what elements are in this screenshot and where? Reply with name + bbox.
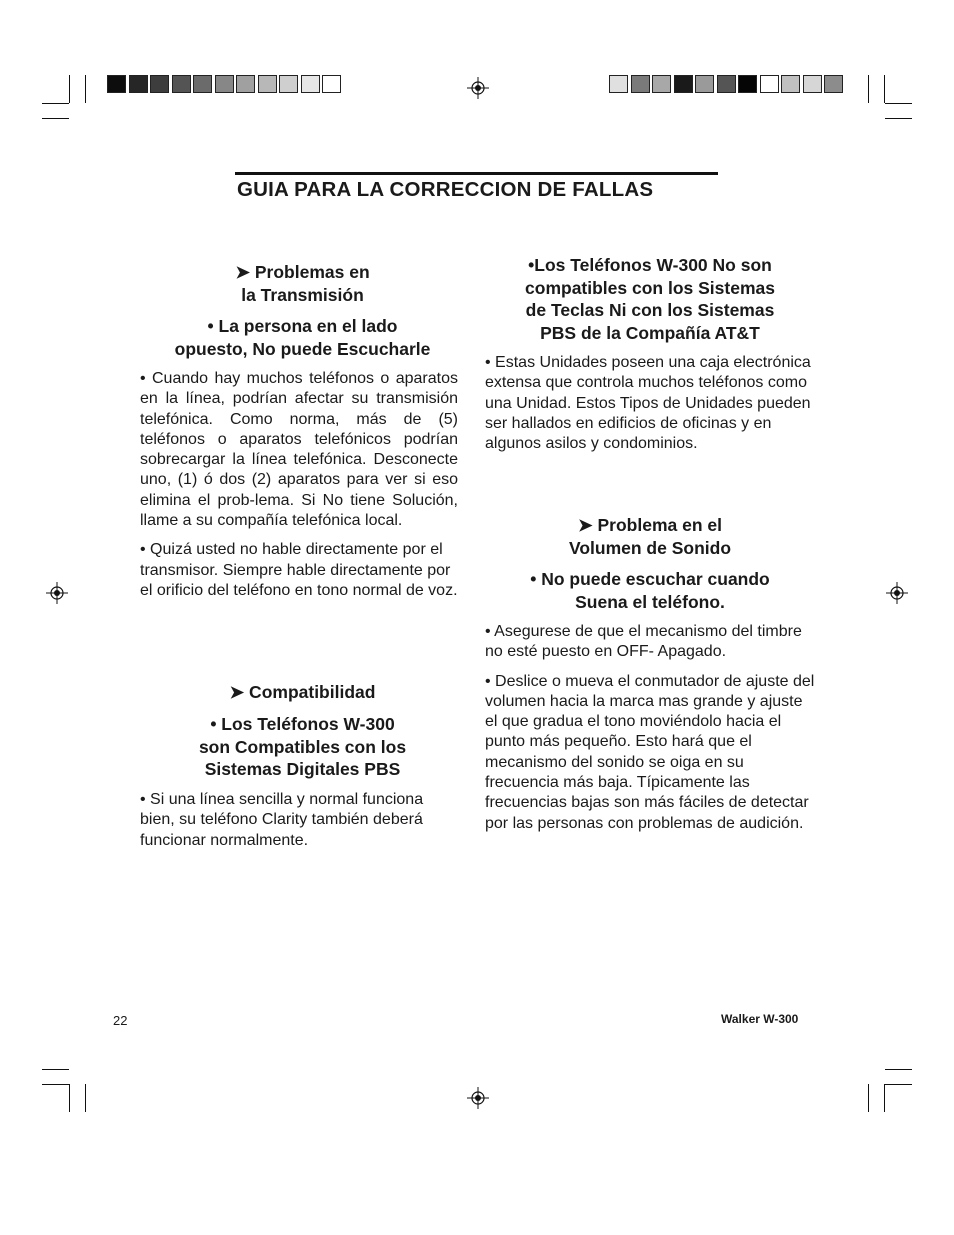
crop-mark bbox=[885, 103, 912, 104]
crop-mark bbox=[885, 1084, 912, 1085]
crop-mark bbox=[884, 75, 885, 103]
color-swatch bbox=[824, 75, 843, 93]
paragraph: • Deslice o mueva el conmutador de ajuste del volumen hacia la marca mas grande y ajuste el que gradua el tono moviéndolo hacia el punto más pequeño. Esto hará que el mecanismo del sonido se oiga en su frecuencia más baja. Típicamente las frecuencias bajas son más fáciles de detectar por las personas con problemas de audición. bbox=[485, 672, 815, 832]
subsection-heading bbox=[484, 568, 816, 613]
crop-mark bbox=[868, 75, 869, 103]
paragraph: • Asegurese de que el mecanismo del timbre no esté puesto en OFF- Apagado. bbox=[485, 623, 802, 661]
section-heading bbox=[140, 681, 465, 704]
color-swatch bbox=[609, 75, 628, 93]
color-swatch bbox=[631, 75, 650, 93]
crop-mark bbox=[69, 75, 70, 103]
section-heading-line: ➤ Problema en el bbox=[577, 515, 723, 535]
section-heading-line: PBS de la Compañía AT&T bbox=[540, 322, 760, 343]
color-swatch bbox=[258, 75, 277, 93]
section-heading-line: •Los Teléfonos W-300 No son bbox=[528, 255, 772, 275]
section-heading bbox=[484, 254, 816, 344]
title-rule bbox=[235, 172, 718, 175]
product-name: Walker W-300 bbox=[721, 1012, 799, 1026]
color-swatch bbox=[129, 75, 148, 93]
paragraph: • Si una línea sencilla y normal funciona bien, su teléfono Clarity también deberá funcionar normalmente. bbox=[140, 791, 424, 849]
color-swatch bbox=[322, 75, 341, 93]
section-heading-line: ➤ Compatibilidad bbox=[229, 682, 376, 702]
color-swatch bbox=[172, 75, 191, 93]
subsection-heading-line: • La persona en el lado bbox=[207, 316, 398, 336]
section-heading-line: de Teclas Ni con los Sistemas bbox=[525, 300, 775, 320]
crop-mark bbox=[42, 103, 69, 104]
body-text bbox=[140, 790, 458, 851]
subsection-heading-line: Suena el teléfono. bbox=[575, 591, 725, 612]
registration-mark-icon bbox=[467, 77, 489, 99]
crop-mark bbox=[42, 118, 69, 119]
section-heading bbox=[140, 261, 465, 306]
color-swatch bbox=[301, 75, 320, 93]
subsection-heading-line: son Compatibles con los bbox=[198, 736, 407, 757]
color-swatch bbox=[717, 75, 736, 93]
color-swatch bbox=[695, 75, 714, 93]
registration-mark-icon bbox=[886, 582, 908, 604]
subsection-heading bbox=[140, 713, 465, 781]
crop-mark bbox=[42, 1084, 69, 1085]
crop-mark bbox=[85, 75, 86, 103]
color-swatch bbox=[803, 75, 822, 93]
paragraph: • Estas Unidades poseen una caja electrónica extensa que controla muchos teléfonos como una Unidad. Estos Tipos de Unidades pueden ser hallados en edificios de oficinas y en algunos asilos y condominios. bbox=[485, 354, 811, 453]
subsection-heading-line: • No puede escuchar cuando bbox=[530, 569, 770, 589]
registration-mark-icon bbox=[467, 1087, 489, 1109]
subsection-heading-line: • Los Teléfonos W-300 bbox=[210, 714, 395, 734]
color-swatch bbox=[674, 75, 693, 93]
page-title: GUIA PARA LA CORRECCION DE FALLAS bbox=[237, 178, 654, 201]
section-heading-line: Volumen de Sonido bbox=[568, 537, 732, 558]
page-number: 22 bbox=[113, 1013, 128, 1028]
crop-mark bbox=[42, 1069, 69, 1070]
crop-mark bbox=[85, 1084, 86, 1112]
color-swatch bbox=[107, 75, 126, 93]
section-heading-line: la Transmisión bbox=[241, 284, 364, 305]
color-swatch bbox=[781, 75, 800, 93]
color-swatch bbox=[738, 75, 757, 93]
color-swatch bbox=[760, 75, 779, 93]
crop-mark bbox=[884, 1084, 885, 1112]
body-text bbox=[485, 622, 815, 834]
crop-mark bbox=[885, 118, 912, 119]
section-heading-line: compatibles con los Sistemas bbox=[525, 277, 775, 298]
paragraph: • Quizá usted no hable directamente por el transmisor. Siempre hable directamente por el orificio del teléfono en tono normal de voz. bbox=[140, 541, 458, 599]
color-swatch bbox=[215, 75, 234, 93]
body-text bbox=[140, 369, 458, 601]
crop-mark bbox=[69, 1084, 70, 1112]
section-heading bbox=[484, 514, 816, 559]
color-swatch bbox=[652, 75, 671, 93]
color-swatch bbox=[193, 75, 212, 93]
paragraph: • Cuando hay muchos teléfonos o aparatos en la línea, podrían afectar su transmisión telefónica. Como norma, más de (5) teléfonos o aparatos telefónicos podrían sobrecargar la línea telefónica. Desconecte uno, (1) ó dos (2) aparatos para ver si eso elimina el prob-lema. Si No tiene Solución, llame a su compañía telefónica local. bbox=[140, 370, 458, 530]
crop-mark bbox=[868, 1084, 869, 1112]
subsection-heading-line: Sistemas Digitales PBS bbox=[204, 759, 401, 779]
color-swatch bbox=[236, 75, 255, 93]
crop-mark bbox=[885, 1069, 912, 1070]
subsection-heading bbox=[140, 315, 465, 360]
color-swatch bbox=[150, 75, 169, 93]
subsection-heading-line: opuesto, No puede Escucharle bbox=[174, 338, 431, 359]
body-text bbox=[485, 353, 815, 454]
section-heading-line: ➤ Problemas en bbox=[235, 262, 370, 282]
registration-mark-icon bbox=[46, 582, 68, 604]
color-swatch bbox=[279, 75, 298, 93]
